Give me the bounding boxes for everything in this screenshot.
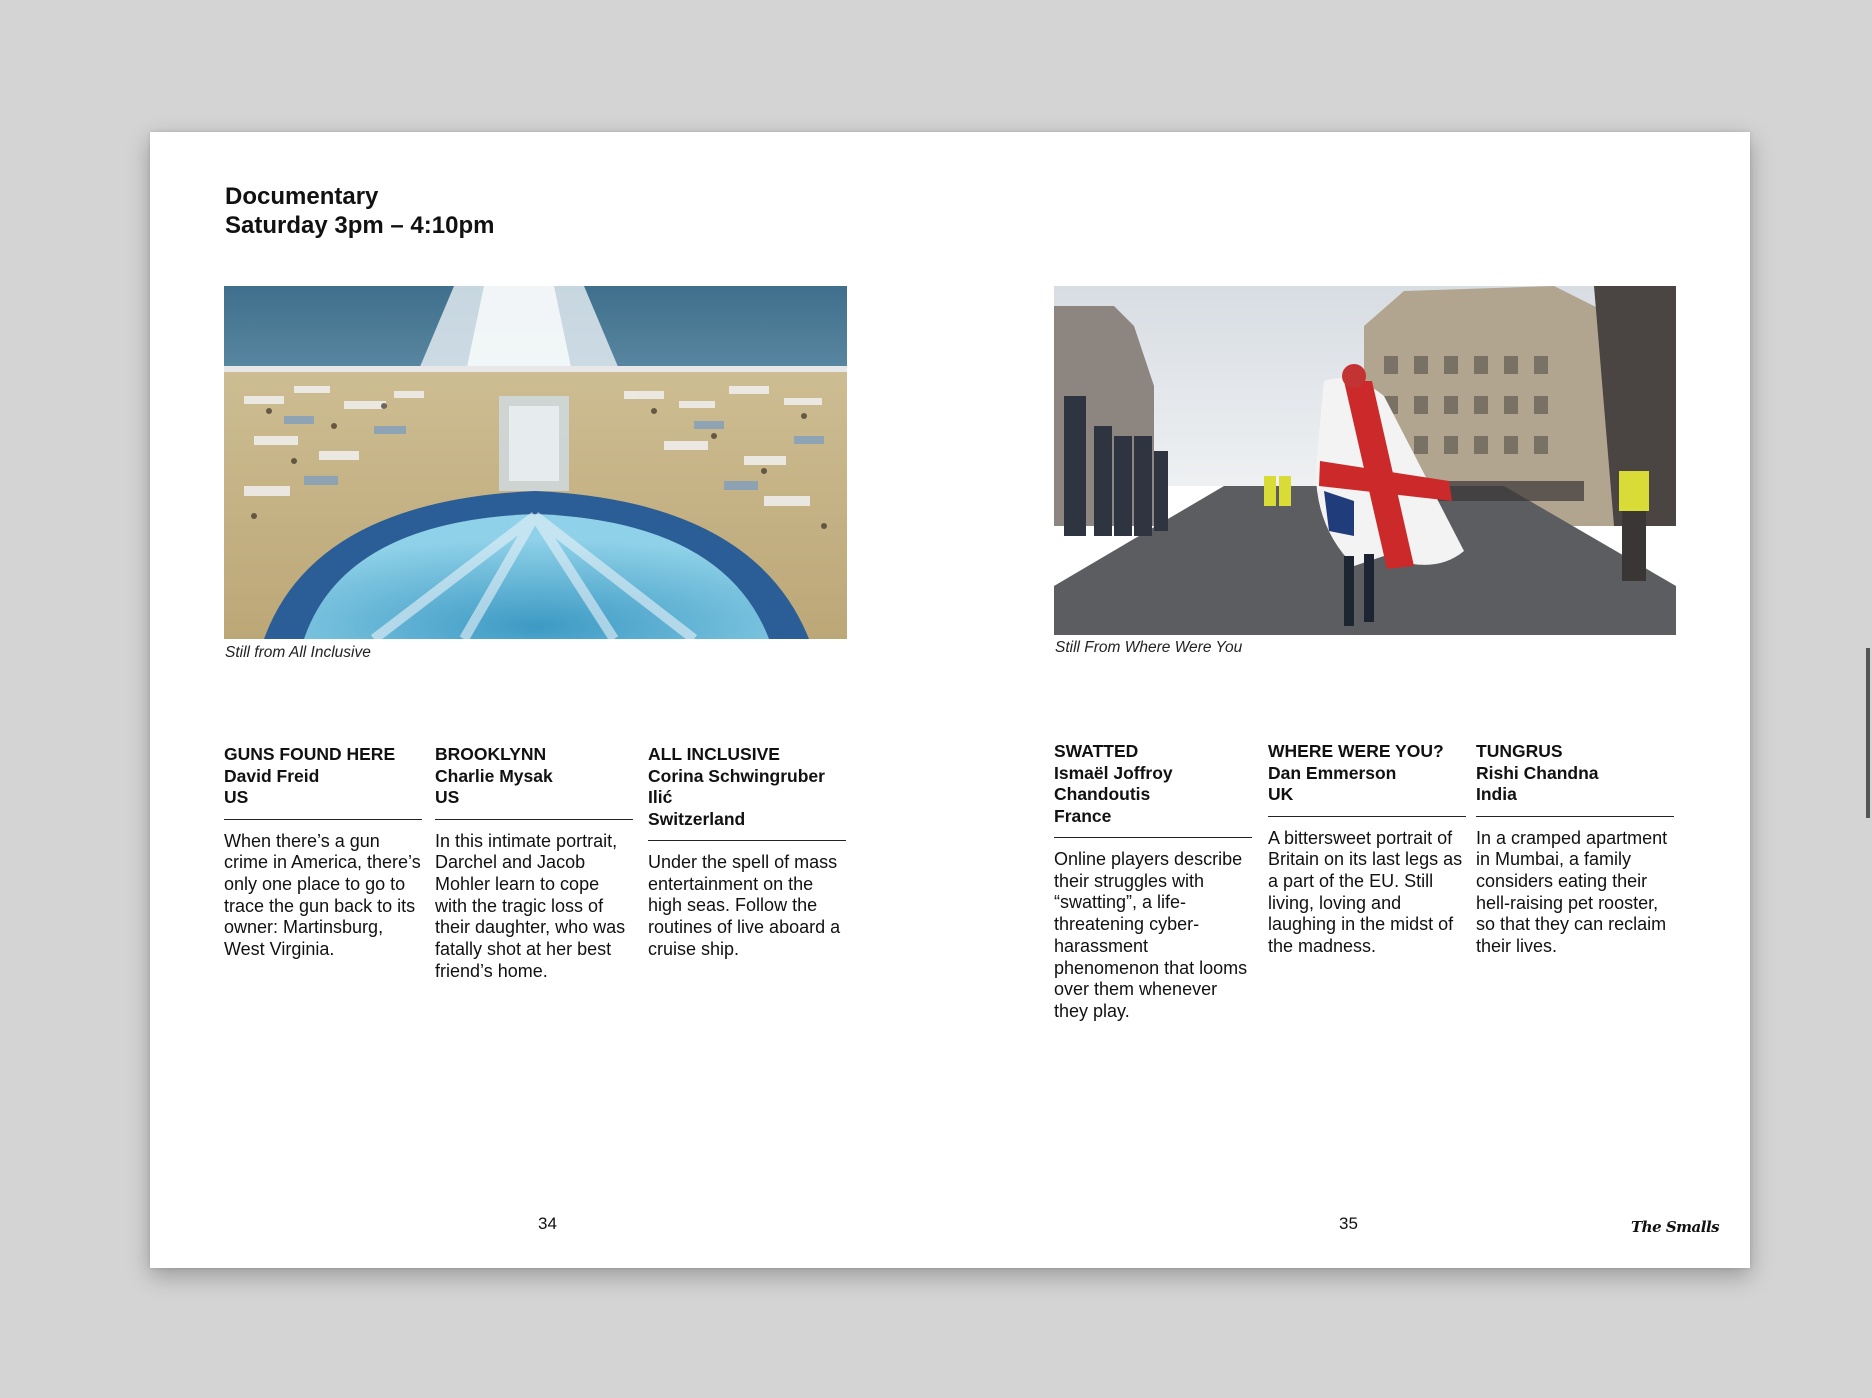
film-director: Chandoutis (1054, 784, 1151, 804)
film-description: When there’s a gun crime in America, there’s only one place to go to trace the gun back to its owner: Martinsburg, West Virginia. (224, 830, 421, 960)
film-heading (1054, 741, 1252, 838)
film-director: Ismaël Joffroy (1054, 762, 1173, 783)
binder-edge-mark (1866, 648, 1870, 818)
film-director: Corina Schwingruber (648, 765, 825, 786)
film-title: SWATTED (1054, 741, 1139, 761)
film-director: David Freid (224, 765, 320, 786)
film-guns-found-here (224, 744, 422, 961)
magazine-spread (150, 132, 1750, 1268)
film-heading (648, 744, 846, 841)
film-country: US (435, 787, 460, 807)
film-country: UK (1268, 784, 1294, 804)
film-country: India (1476, 784, 1517, 804)
film-country: Switzerland (648, 808, 746, 829)
film-title: TUNGRUS (1476, 741, 1563, 761)
right-photo-caption: Still From Where Were You (1055, 639, 1243, 656)
film-director: Charlie Mysak (435, 765, 553, 786)
cruise-ship-pool-deck-photo (224, 286, 847, 639)
film-title: WHERE WERE YOU? (1268, 741, 1444, 761)
section-header (225, 182, 494, 240)
film-heading (435, 744, 633, 820)
film-description: Under the spell of mass entertainment on the high seas. Follow the routines of live aboard a cruise ship. (648, 852, 841, 959)
left-photo-caption: Still from All Inclusive (225, 644, 371, 661)
film-director: Ilić (648, 787, 673, 807)
film-director: Dan Emmerson (1268, 762, 1397, 783)
film-tungrus (1476, 741, 1674, 958)
film-all-inclusive (648, 744, 846, 961)
film-director: Rishi Chandna (1476, 762, 1599, 783)
film-country: France (1054, 805, 1112, 826)
film-country: US (224, 787, 249, 807)
film-description: A bittersweet portrait of Britain on its last legs as a part of the EU. Still living, loving and laughing in the midst of the madness. (1268, 827, 1463, 957)
film-heading (1476, 741, 1674, 817)
film-swatted (1054, 741, 1252, 1023)
film-title: GUNS FOUND HERE (224, 744, 396, 764)
the-smalls-logo: The Smalls (1631, 1218, 1720, 1236)
film-where-were-you (1268, 741, 1466, 958)
category-title: Documentary (225, 183, 379, 210)
page-number-right: 35 (1339, 1214, 1358, 1233)
page-number-left: 34 (538, 1214, 557, 1233)
film-title: BROOKLYNN (435, 744, 547, 764)
schedule-time: Saturday 3pm – 4:10pm (225, 212, 495, 239)
film-heading (1268, 741, 1466, 817)
film-description: Online players describe their struggles with “swatting”, a life-threatening cyber-harassment phenomenon that looms over them whenever they play. (1054, 849, 1248, 1021)
london-street-england-flag-photo (1054, 286, 1676, 635)
film-title: ALL INCLUSIVE (648, 744, 780, 764)
film-description: In a cramped apartment in Mumbai, a family considers eating their hell-raising pet rooster, so that they can reclaim their lives. (1476, 827, 1668, 957)
film-brooklynn (435, 744, 633, 982)
film-description: In this intimate portrait, Darchel and Jacob Mohler learn to cope with the tragic loss of their daughter, who was fatally shot at her best friend’s home. (435, 830, 626, 981)
film-heading (224, 744, 422, 820)
